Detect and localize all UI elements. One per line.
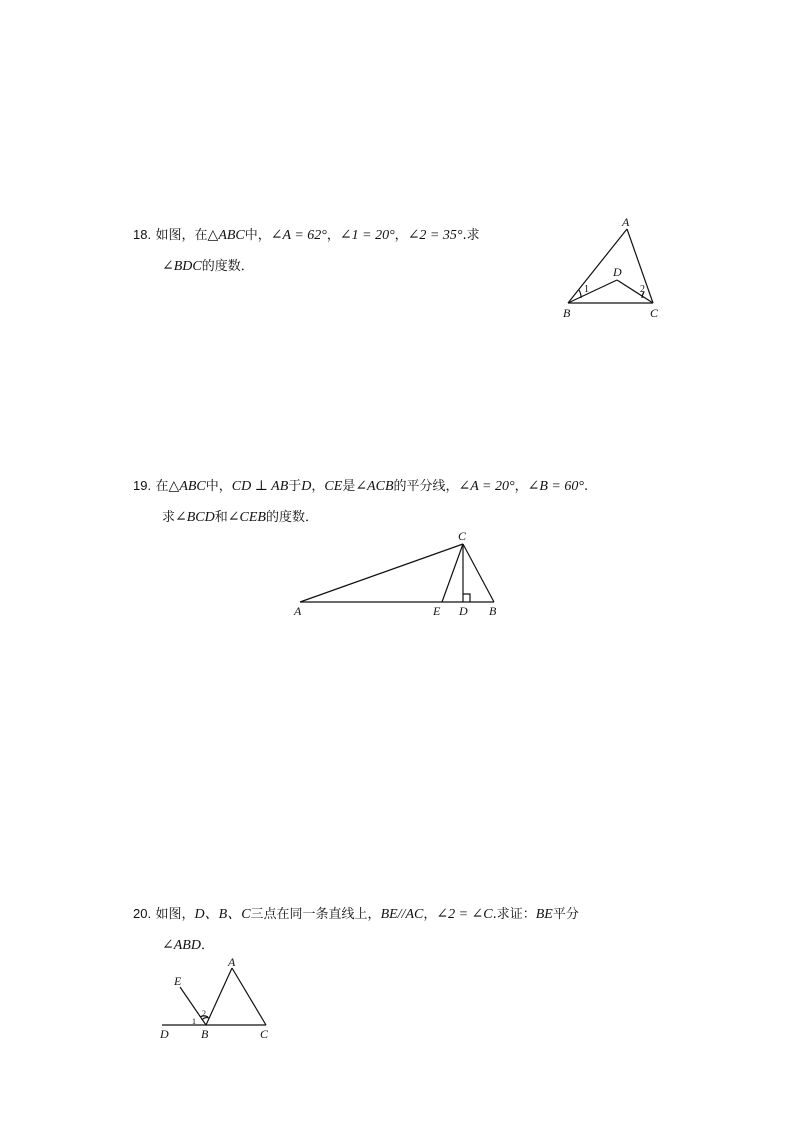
angle-2-label: 2 [202,1009,206,1018]
angle-2-label: 2 [640,284,645,295]
problem-19-line-1: 19. 在△ABC中，CD ⊥ AB于D，CE是∠ACB的平分线，∠A = 20°，∠B = 60°. [133,478,589,494]
label-B: B [563,306,571,320]
label-C: C [650,306,659,320]
label-A: A [622,215,630,229]
label-D: D [613,265,622,279]
angle-1-label: 1 [192,1017,196,1026]
problem-number: 19. [133,478,152,493]
figure-19-triangle [290,528,510,624]
label-A: A [228,955,236,969]
label-C: C [260,1027,269,1041]
label-D: D [459,604,468,618]
problem-20-line-2: ∠ABD． [162,938,214,953]
problem-18-line-2: ∠BDC的度数． [162,259,254,274]
label-E: E [174,974,182,988]
label-C: C [458,529,467,543]
angle-1-label: 1 [584,284,589,295]
problem-19-line-2: 求∠BCD和∠CEB的度数． [162,510,318,525]
label-A: A [294,604,302,618]
label-B: B [489,604,497,618]
figure-20-diagram [158,956,278,1046]
figure-18-triangle [560,214,670,324]
problem-20-line-1: 20. 如图，D、B、C三点在同一条直线上，BE//AC，∠2 = ∠C.求证：BE平分 [133,906,579,922]
problem-number: 20. [133,906,152,921]
problem-18-line-1: 18. 如图，在△ABC中，∠A = 62°，∠1 = 20°，∠2 = 35°.求 [133,227,480,243]
label-E: E [433,604,441,618]
label-B: B [201,1027,209,1041]
label-D: D [160,1027,169,1041]
problem-number: 18. [133,227,152,242]
